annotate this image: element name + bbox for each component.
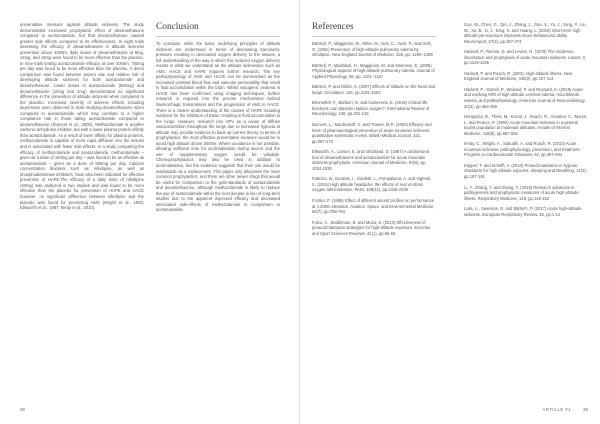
reference-item: Forster, P. (1985) Effect of different ascent profiles on performance at 4,200m elevation. Aviation, Space, and Environmental Medicine, 56(7), pp.758-764 [312,198,435,215]
reference-item: Honigman, B., Theis, M., Koziol, J., Roach, R., Houston, C., Moore, L. and Pearce, P. (1993) Acute mountain sickness in a general tourist population at moderate altitudes. Annals of Internal Medicine, 118(8), pp.587-592 [464,114,588,136]
reference-item: Fulco, C., Beidleman, B. and Muza, S. (2013) Effectiveness of preacclimatization strategies for high-altitude exposure. Exercise and Sport Sciences Reviews, 41(1), pp.55-63 [312,219,431,236]
reference-item: Hackett, P., Yarnell, P., Weiland, P. and Reynard, K. (2019) Acute and evolving MRI of high-altitude cerebral edema: microbleeds, edema, and pathophysiology. American Journal of Neuroradiology, 40(3), pp.464-469 [464,86,586,109]
references-column-2 [464,22,588,222]
reference-item: Bärtsch, P., Maggiorini, M., Ritter, M., Noti, C., Vock, P., and Oelz, O. (1991) Prevention of high-altitude pulmonary edema by nifedipine. New England Journal of Medicine, 325, pp. 1284–1289 [312,41,433,58]
heading-divider [156,36,280,37]
conclusion-column [156,22,280,213]
right-page [300,0,600,424]
page-number-right: 39 [582,407,588,412]
reference-item: Hackett, P., Rennie, D. and Levine, H. (1976) The incidence, importance and prophylaxis of acute mountain sickness. Lancet, 2, pp.1149-1155 [464,49,587,66]
reference-item: Bärtsch, P. and Gibbs, S. (2007) Effects of altitude on the heart and lungs. Circulation, 116, pp.2191-2202 [312,84,436,95]
reference-item: Küpper, T. and Schöffl, V. (2010) Preacclimatisation in hypoxic chambers for high altitude sojourns. Sleeping and Breathing, 14(3), pp.187-191 [464,162,587,180]
reference-item: Ellsworth, A., Larson, E. and Strickland, D. (1987) A randomized trial of dexamethasone and acetazolamide for acute mountain sickness prophylaxis. American Journal of Medicine, 83(6), pp. 1024-1030 [312,149,430,171]
page-number-left: 38 [20,407,26,412]
reference-item: Dumont, L., Mardirosoff, C. and Tramer, M.R. (2000) Efficacy and harm of pharmacological prevention of acute mountain sickness: quantitative systematic review. British Medical Journal, 321, pp.267-272 [312,122,432,144]
references-column-1 [312,22,436,241]
reference-item: Li, Y., Zhang, Y. and Zhang, Y. (2018) Research advances in pathogenesis and prophylactic measures of acute high altitude illness. Respiratory Medicine, 145, pp.145-152 [464,184,579,201]
reference-item: Imray, C., Wright, A., Subudhi, A. and Roach, R. (2010) Acute mountain sickness: pathophysiology, prevention, and treatment. Progress in Cardiovascular Diseases, 52, pp.467-484 [464,141,581,158]
body-paragraph-prophylactics: preventative measure against altitude sickness. The study demonstrated increased prophylactic effect of dexamethasone compared to acetazolamide, but that dexamethasone caused greater side effects compared to its effectiveness. In eight trials assessing the efficacy of dexamethasone in altitude sickness prevention above 4000m, daily doses of dexamethasone at 8mg, 12mg, and 16mg were found to be more effective than the placebo. In nine trials testing acetazolamide efficacy at over 4000m, 750mg per day was found to be more effective than the placebo. A direct comparison was found between ascent rate and relative risk of developing altitude sickness for both acetazolamide and dexamethasone. Lower doses of acetazolamide (500mg) and dexamethasone (10mg and 2mg) demonstrated no significant difference in the prevention of altitude sickness when compared to the placebo. Increased severity of adverse effects including depression were observed in trials studying dexamethasone when compared to acetazolamide which may correlate to a higher compliance rate in those taking acetazolamide compared to dexamethasone (Dumont et al., 2000). Methazolamide is another carbonic anhydrase inhibitor, but with a lower plasma protein affinity than acetazolamide. As a result of lower affinity for plasma proteins, methazolamide is capable of more rapid diffusion into the tissues and is associated with fewer side effects. In a study comparing the efficacy of methazolamide and acetazolamide, methazolamide – given as a dose of 150mg per day – was found to be as effective as acetazolamide – given as a dose of 500mg per day. Calcium concentration blockers such as nifedipine, as well as phosphodiesterase inhibitors, have also been indicated for effective prevention of HAPE.The efficacy of a daily dose of nifedipine (40mg) was analyzed in two studies and was found to be more effective than the placebo for prevention of HAPE and HACE however, no significant difference between nifedipine and the placebo was found for preventing AMS (Wright et al., 1993; Ellsworth et al., 1987; Imray et al., 2010). [20,22,144,211]
conclusion-heading: Conclusion [156,22,199,32]
reference-item: Fabrizio, B., Durante, I., Giudetti, L., Pompaliana, A. and Vighetti, S. (2015) High altitude headache: the effects of real vs sham oxygen administration. PAIN, 156(11), pp.2326-2336 [312,176,432,193]
heading-divider [312,36,436,37]
reference-item: Bärtsch, P., Mairbäurl, H., Maggiorini, M. and Swenson, E. (2005) Physiological aspects of high-altitude pulmonary edema. Journal of Applied Physiology, 98, pp. 1101–1110 [312,62,435,79]
running-title: ARTICLE #1 [542,407,571,412]
page-footer-right [543,407,589,412]
references-heading: References [312,22,354,32]
reference-item: Bennetfelt, F., Barbieri, D. and Camerena, E. (2018) Critical life functions: can placebo replace oxygen?. International Review of Neurobiology, 138, pp.201-218 [312,100,430,117]
reference-item: Hackett, P. and Roach, R. (2001) High-altitude illness. New England Journal of Medicine, 345(2), pp.107-114 [464,70,573,82]
conclusion-paragraph: To conclude, while the basic underlying principles of altitude sickness are understood in terms of decreasing barometric pressure resulting in decreased oxygen delivery to the tissues, a full understanding of the way in which this reduced oxygen delivery results in what we understand as the altitude sicknesses such as AMS, HACE and HAPE requires further research. The key pathophysiology of AMS and HACE can be summarised as the increased cerebral blood flow and vascular permeability that result in fluid accumulation within the brain. Whilst vasogenic oedema in HACE has been confirmed using imaging techniques, further research is required into the precise mechanisms behind haemorrhagic transmission and the progression of AMS to HACE. There is a clearer understanding of the causes of HAPE including evidence for the inhibition of ENaC resulting in fluid accumulation in the lungs. However, research into HPV as a cause of diffuse vasoconstriction throughout the lungs due to increased hypoxia at altitude may provide evidence to back up current theory. In terms of prophylactics, the most effective preventative measure would be to avoid high altitude above 2500m. Where avoidance is not possible, allowing sufficient time for acclimatisation during ascent and the use of supplementary oxygen would be valuable. Chemoprophylactics may also be used in addition to acclimatisation, but the evidence suggests that their use would be inadvisable as a replacement. This paper only discusses the more common prophylactics, and there are other newer drugs that would be useful for comparison to the gold-standards of acetazolamide and dexamethasone, although methazolamide is likely to replace the use of acetazolamide within the next decade in lieu of long-term studies due to the apparent improved efficacy and decreased associated side-effects of methazolamide in comparison to acetazolamide. [156,41,280,213]
reference-item: Guo, W., Chen, G., Qin, J., Zhang, J., Gao, X., Yu, J., Yang, P., Liu, W., Xu, B., Li, J., Ding, X. and Huang, L. (2016) Short-term high altitude pre-exposure improves neuro-behavioural ability. Neuroreport, 27(4), pp.367-373 [464,22,587,44]
reference-item: Luks, A., Swenson, E. and Bärtsch, P. (2017) Acute high-altitude sickness. European Respiratory Review, 26, pp.1-14 [464,206,582,217]
left-column-body [20,22,144,211]
